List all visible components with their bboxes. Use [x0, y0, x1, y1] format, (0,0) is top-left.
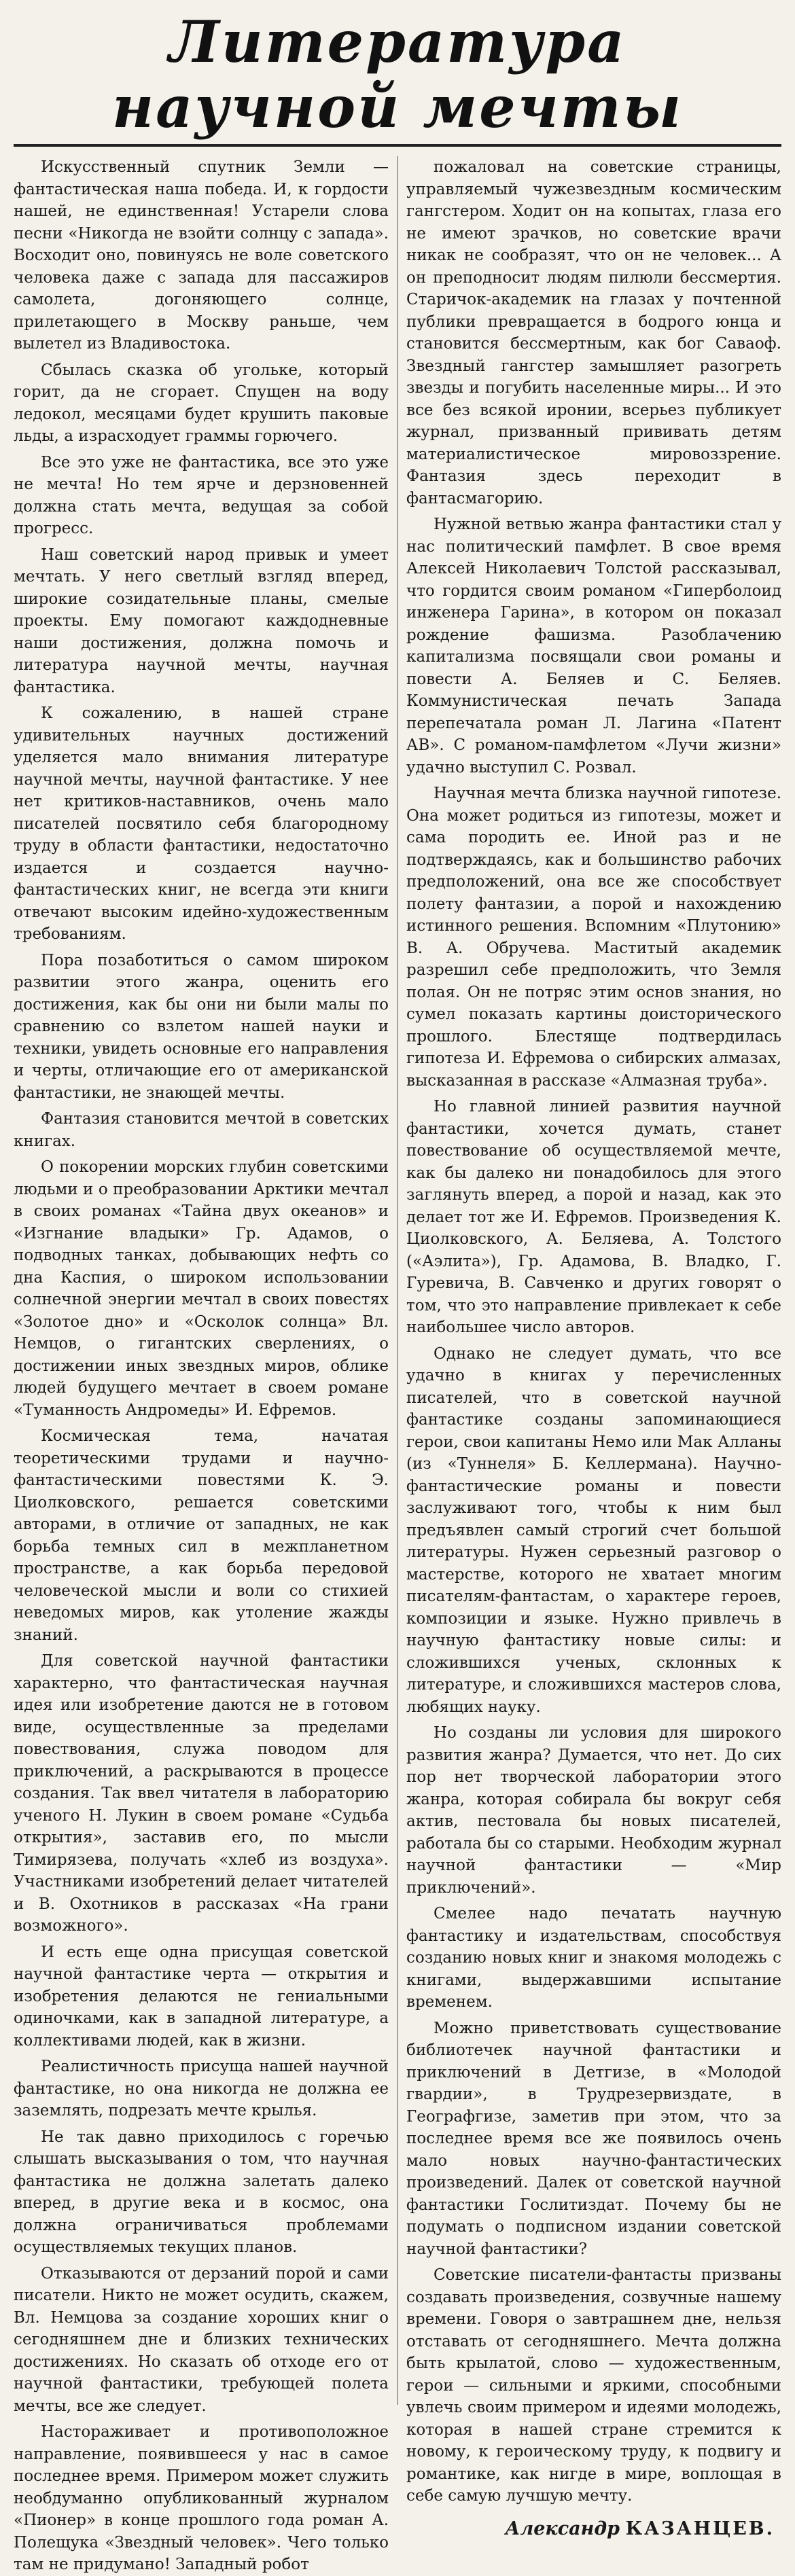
- article-paragraph: Отказываются от дерзаний порой и сами писатели. Никто не может осудить, скажем, Вл. Немцова за создание хороших книг о сегодняшнем дне и близких технических достижениях. Но сказать об отходе его от научной фантастики, требующей полета мечты, все же следует.: [14, 2264, 389, 2415]
- column-right-body: [406, 156, 781, 2507]
- author-signature: [406, 2517, 781, 2541]
- article-paragraph: Все это уже не фантастика, все это уже не мечта! Но тем ярче и дерзновенней должна стать мечта, ведущая за собой прогресс.: [14, 453, 389, 537]
- article-paragraph: пожаловал на советские страницы, управляемый чужезвездным космическим гангстером. Ходит он на копытах, глаза его не имеют зрачков, но советские врачи никак не сообразят, что он не человек... А он преподносит людям пилюли бессмертия. Старичок-академик на глазах у почтенной публики превращается в бодрого юнца и становится бессмертным, как бог Саваоф. Звездный гангстер замышляет разогреть звезды и погубить населенные миры... И это все без всякой иронии, всерьез публикует журнал, призванный прививать детям материалистическое мировоззрение. Фантазия здесь переходит в фантасмагорию.: [406, 158, 781, 507]
- article-headline: Литература научной мечты: [111, 8, 684, 141]
- article-paragraph: Но созданы ли условия для широкого развития жанра? Думается, что нет. До сих пор нет творческой лаборатории этого жанра, которая собирала бы вокруг себя актив, пестовала бы новых писателей, работала бы со старыми. Необходим журнал научной фантастики — «Мир приключений».: [406, 1724, 781, 1897]
- column-right: [406, 156, 781, 2539]
- article-paragraph: Смелее надо печатать научную фантастику и издательствам, способствуя созданию новых книг и знакомя молодежь с книгами, выдержавшими испытание временем.: [406, 1905, 781, 2011]
- article-paragraph: Нужной ветвью жанра фантастики стал у нас политический памфлет. В свое время Алексей Николаевич Толстой рассказывал, что гордится своим романом «Гиперболоид инженера Гарина», в котором он показал рождение фашизма. Разоблачению капитализма посвящали свои романы и повести А. Беляев и С. Беляев. Коммунистическая печать Запада перепечатала роман Л. Лагина «Патент АВ». С романом-памфлетом «Лучи жизни» удачно выступил С. Розвал.: [406, 516, 781, 776]
- article-paragraph: Космическая тема, начатая теоретическими трудами и научно-фантастическими повестями К. Э. Циолковского, решается советскими авторами, в отличие от западных, не как борьба темных сил в межпланетном пространстве, а как борьба передовой человеческой мысли и воли со стихией неведомых миров, как утоление жажды знаний.: [14, 1427, 389, 1644]
- author-first-name: Александр: [505, 2518, 620, 2539]
- article-paragraph: Однако не следует думать, что все удачно в книгах у перечисленных писателей, что в советской научной фантастике созданы запоминающиеся герои, свои капитаны Немо или Мак Алланы (из «Туннеля» Б. Келлермана). Научно-фантастические романы и повести заслуживают того, чтобы к ним был предъявлен самый строгий счет большой литературы. Нужен серьезный разговор о мастерстве, которого не хватает многим писателям-фантастам, о характере героев, композиции и языке. Нужно привлечь в научную фантастику новые силы: и сложившихся ученых, склонных к литературе, и сложившихся мастеров слова, любящих науку.: [406, 1344, 781, 1716]
- article-paragraph: Не так давно приходилось с горечью слышать высказывания о том, что научная фантастика не должна залетать далеко вперед, в другие века и в космос, она должна ограничиваться проблемами осуществляемых текущих планов.: [14, 2128, 389, 2256]
- article-paragraph: Наш советский народ привык и умеет мечтать. У него светлый взгляд вперед, широкие созидательные планы, смелые проекты. Ему помогают каждодневные наши достижения, должна помочь и литература научной мечты, научная фантастика.: [14, 545, 389, 696]
- article-paragraph: К сожалению, в нашей стране удивительных научных достижений уделяется мало внимания литературе научной мечты, научной фантастике. У нее нет критиков-наставников, очень мало писателей посвятило себя благородному труду в области фантастики, недостаточно издается и создается научно-фантастических книг, не всегда эти книги отвечают высоким идейно-художественным требованиям.: [14, 704, 389, 943]
- article-paragraph: Пора позаботиться о самом широком развитии этого жанра, оценить его достижения, как бы они ни были малы по сравнению со взлетом нашей науки и техники, увидеть основные его направления и черты, отличающие его от американской фантастики, не знающей мечты.: [14, 951, 389, 1102]
- article-paragraph: Советские писатели-фантасты призваны создавать произведения, созвучные нашему времени. Говоря о завтрашнем дне, нельзя отставать от сегодняшнего. Мечта должна быть крылатой, слово — художественным, герои — сильными и яркими, способными увлечь своим примером и идеями молодежь, которая в нашей стране стремится к новому, к героическому труду, к подвигу и романтике, как нигде в мире, воплощая в себе самую лучшую мечту.: [406, 2266, 781, 2505]
- article-paragraph: Настораживает и противоположное направление, появившееся у нас в самое последнее время. Примером может служить необдуманно опубликованный журналом «Пионер» в конце прошлого года роман А. Полещука «Звездный человек». Чего только там не придумано! Западный робот: [14, 2423, 389, 2573]
- article-paragraph: Но главной линией развития научной фантастики, хочется думать, станет повествование об осуществляемой мечте, как бы далеко ни понадобилось для этого заглянуть вперед, а порой и назад, как это делает тот же И. Ефремов. Произведения К. Циолковского, А. Беляева, А. Толстого («Аэлита»), Гр. Адамова, В. Владко, Г. Гуревича, В. Савченко и других говорят о том, что это направление привлекает к себе наибольшее число авторов.: [406, 1098, 781, 1336]
- article-paragraph: О покорении морских глубин советскими людьми и о преобразовании Арктики мечтал в своих романах «Тайна двух океанов» и «Изгнание владыки» Гр. Адамов, о подводных танках, добывающих нефть со дна Каспия, о широком использовании солнечной энергии мечтал в своих повестях «Золотое дно» и «Осколок солнца» Вл. Немцов, о гигантских сверлениях, о достижении иных звездных миров, облике людей будущего мечтает в своем романе «Туманность Андромеды» И. Ефремов.: [14, 1158, 389, 1419]
- article-paragraph: Научная мечта близка научной гипотезе. Она может родиться из гипотезы, может и сама породить ее. Иной раз и не подтверждаясь, как и большинство рабочих предположений, она все же способствует полету фантазии, а порой и нахождению истинного решения. Вспомним «Плутонию» В. А. Обручева. Маститый академик разрешил себе предположить, что Земля полая. Он не потряс этим основ знания, но сумел показать картины доисторического прошлого. Блестяще подтвердилась гипотеза И. Ефремова о сибирских алмазах, высказанная в рассказе «Алмазная труба».: [406, 785, 781, 1090]
- author-last-name: КАЗАНЦЕВ.: [625, 2518, 775, 2539]
- column-left: [14, 156, 389, 2573]
- article-paragraph: Для советской научной фантастики характерно, что фантастическая научная идея или изобретение даются не в готовом виде, осуществленные за пределами повествования, служа поводом для приключений, а раскрываются в процессе создания. Так ввел читателя в лабораторию ученого Н. Лукин в своем романе «Судьба открытия», заставив его, по мысли Тимирязева, получать «хлеб из воздуха». Участниками изобретений делает читателей и В. Охотников в рассказах «На грани возможного».: [14, 1652, 389, 1935]
- article-columns: [14, 156, 781, 2573]
- headline-rule: [14, 144, 781, 147]
- article-paragraph: Сбылась сказка об угольке, который горит, да не сгорает. Спущен на воду ледокол, месяцами будет крушить паковые льды, а израсходует граммы горючего.: [14, 361, 389, 445]
- article-paragraph: Искусственный спутник Земли — фантастическая наша победа. И, к гордости нашей, не единственная! Устарели слова песни «Никогда не взойти солнцу с запада». Восходит оно, повинуясь не воле советского человека даже с запада для пассажиров самолета, догоняющего солнце, прилетающего в Москву раньше, чем вылетел из Владивостока.: [14, 158, 389, 353]
- article-paragraph: Можно приветствовать существование библиотечек научной фантастики и приключений в Детгизе, в «Молодой гвардии», в Трудрезервиздате, в Географгизе, заметив при этом, что за последнее время все же появилось очень мало новых научно-фантастических произведений. Далек от советской научной фантастики Гослитиздат. Почему бы не подумать о подписном издании советской научной фантастики?: [406, 2019, 781, 2258]
- article-paragraph: И есть еще одна присущая советской научной фантастике черта — открытия и изобретения делаются не гениальными одиночками, как в западной литературе, а коллективами людей, как в жизни.: [14, 1943, 389, 2050]
- article-paragraph: Реалистичность присуща нашей научной фантастике, но она никогда не должна ее заземлять, подрезать мечте крылья.: [14, 2058, 389, 2119]
- article-paragraph: Фантазия становится мечтой в советских книгах.: [14, 1110, 389, 1150]
